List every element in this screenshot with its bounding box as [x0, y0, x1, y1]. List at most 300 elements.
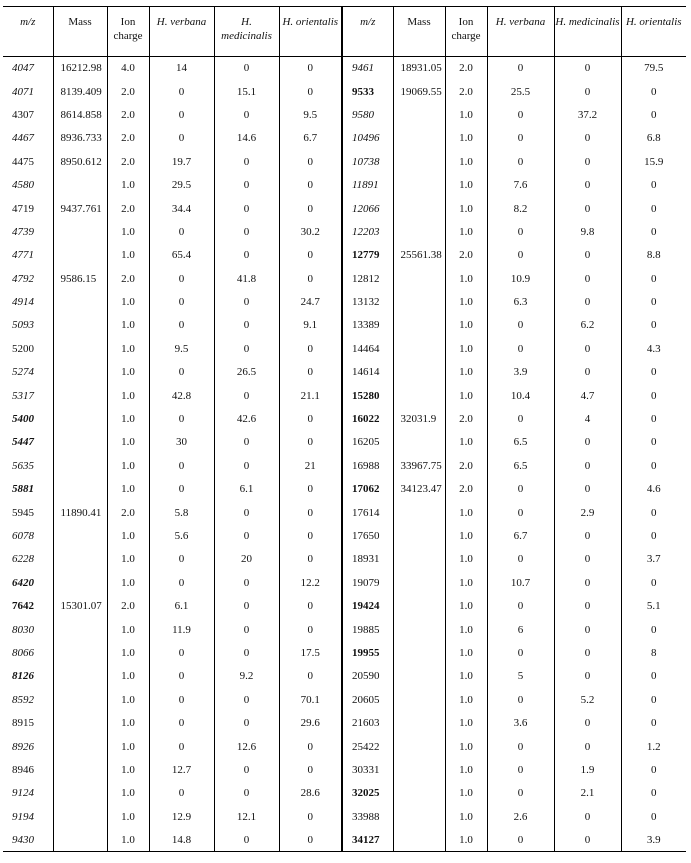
ion-charge-cell: 1.0	[445, 711, 487, 734]
h-medicinalis-cell: 0	[554, 173, 621, 196]
mz-cell: 12066	[342, 197, 393, 220]
h-verbana-cell: 0	[149, 665, 214, 688]
h-orientalis-cell: 0	[621, 501, 686, 524]
ion-charge-cell: 1.0	[445, 548, 487, 571]
table-row	[3, 478, 686, 501]
h-verbana-cell: 10.4	[487, 384, 554, 407]
h-verbana-cell: 6	[487, 618, 554, 641]
mz-cell: 19885	[342, 618, 393, 641]
mz-cell: 9580	[342, 103, 393, 126]
table-row	[3, 501, 686, 524]
ion-charge-cell: 1.0	[445, 267, 487, 290]
h-verbana-cell: 10.9	[487, 267, 554, 290]
h-medicinalis-cell: 0	[214, 103, 279, 126]
mz-cell: 10738	[342, 150, 393, 173]
h-medicinalis-cell: 0	[554, 805, 621, 828]
mass-cell: 9437.761	[53, 197, 107, 220]
mass-cell	[393, 267, 445, 290]
mz-cell: 4580	[12, 179, 34, 192]
mz-cell: 19079	[342, 571, 393, 594]
h-verbana-cell: 0	[487, 220, 554, 243]
ion-charge-cell: 1.0	[107, 407, 149, 430]
mz-cell: 5447	[12, 436, 34, 449]
mass-cell	[53, 361, 107, 384]
mz-cell: 11891	[342, 173, 393, 196]
h-orientalis-cell: 0	[621, 758, 686, 781]
ion-charge-cell: 1.0	[107, 805, 149, 828]
mass-cell: 8950.612	[53, 150, 107, 173]
h-verbana-cell: 0	[149, 641, 214, 664]
h-orientalis-cell: 0	[621, 454, 686, 477]
mz-cell: 32025	[342, 782, 393, 805]
h-verbana-cell: 6.5	[487, 431, 554, 454]
mz-cell: 4047	[12, 62, 34, 75]
h-verbana-cell: 0	[149, 127, 214, 150]
mass-cell	[53, 314, 107, 337]
h-medicinalis-cell: 0	[214, 688, 279, 711]
mz-cell: 17650	[342, 524, 393, 547]
mz-cell: 19955	[342, 641, 393, 664]
h-medicinalis-cell: 0	[214, 384, 279, 407]
mass-cell: 8614.858	[53, 103, 107, 126]
mass-cell	[53, 407, 107, 430]
ion-charge-cell: 1.0	[445, 197, 487, 220]
mass-cell	[53, 454, 107, 477]
h-orientalis-cell: 70.1	[279, 688, 342, 711]
h-medicinalis-cell: 0	[554, 478, 621, 501]
h-verbana-cell: 0	[149, 361, 214, 384]
ion-charge-cell: 1.0	[445, 314, 487, 337]
h-medicinalis-cell: 0	[554, 735, 621, 758]
table-row	[3, 431, 686, 454]
mass-cell	[53, 290, 107, 313]
ion-charge-cell: 2.0	[107, 501, 149, 524]
h-verbana-cell: 6.5	[487, 454, 554, 477]
mass-cell	[53, 431, 107, 454]
mz-cell: 7642	[12, 600, 34, 613]
h-verbana-cell: 3.6	[487, 711, 554, 734]
mass-cell	[393, 150, 445, 173]
h-verbana-cell: 0	[487, 150, 554, 173]
h-verbana-cell: 0	[149, 711, 214, 734]
h-medicinalis-cell: 0	[554, 594, 621, 617]
h-verbana-cell: 0	[149, 735, 214, 758]
h-verbana-cell: 0	[149, 80, 214, 103]
table-row	[3, 244, 686, 267]
h-orientalis-cell: 29.6	[279, 711, 342, 734]
h-verbana-cell: 0	[149, 267, 214, 290]
h-medicinalis-cell: 6.1	[214, 478, 279, 501]
h-medicinalis-cell: 0	[554, 665, 621, 688]
mass-cell	[393, 384, 445, 407]
h-medicinalis-cell: 0	[214, 431, 279, 454]
h-verbana-cell: 7.6	[487, 173, 554, 196]
h-medicinalis-cell: 1.9	[554, 758, 621, 781]
h-orientalis-cell: 0	[621, 782, 686, 805]
h-orientalis-cell: 0	[621, 407, 686, 430]
ion-charge-cell: 1.0	[107, 361, 149, 384]
mass-cell	[53, 688, 107, 711]
mass-cell	[53, 618, 107, 641]
h-orientalis-cell: 0	[621, 688, 686, 711]
ion-charge-cell: 1.0	[445, 571, 487, 594]
mass-cell	[393, 361, 445, 384]
h-medicinalis-cell: 37.2	[554, 103, 621, 126]
table-row	[3, 711, 686, 734]
table-row	[3, 127, 686, 150]
mass-cell: 25561.38	[393, 244, 445, 267]
table-row	[3, 150, 686, 173]
h-orientalis-cell: 12.2	[279, 571, 342, 594]
ion-charge-cell: 1.0	[445, 735, 487, 758]
mz-cell: 33988	[342, 805, 393, 828]
table-row	[3, 735, 686, 758]
table-row	[3, 641, 686, 664]
h-medicinalis-cell: 0	[554, 361, 621, 384]
h-orientalis-cell: 0	[621, 173, 686, 196]
ion-charge-cell: 1.0	[107, 735, 149, 758]
h-orientalis-cell: 79.5	[621, 57, 686, 80]
ion-charge-cell: 1.0	[107, 758, 149, 781]
ion-charge-cell: 2.0	[107, 80, 149, 103]
mz-cell: 21603	[342, 711, 393, 734]
h-verbana-cell: 0	[149, 314, 214, 337]
h-verbana-cell: 0	[487, 548, 554, 571]
h-orientalis-cell: 0	[621, 524, 686, 547]
mz-cell: 4467	[12, 132, 34, 145]
mz-cell: 4071	[12, 85, 34, 98]
h-orientalis-cell: 0	[621, 665, 686, 688]
mz-cell: 12203	[342, 220, 393, 243]
h-verbana-cell: 29.5	[149, 173, 214, 196]
table-row	[3, 782, 686, 805]
h-verbana-cell: 0	[149, 478, 214, 501]
header-row	[3, 7, 686, 57]
h-medicinalis-cell: 0	[554, 524, 621, 547]
h-medicinalis-cell: 12.1	[214, 805, 279, 828]
h-orientalis-cell: 21	[279, 454, 342, 477]
mz-cell: 15280	[342, 384, 393, 407]
mass-cell	[393, 431, 445, 454]
mass-cell: 8139.409	[53, 80, 107, 103]
mass-cell: 18931.05	[393, 57, 445, 80]
h-orientalis-cell: 0	[279, 150, 342, 173]
mz-cell: 5274	[12, 366, 34, 379]
ion-charge-cell: 1.0	[107, 641, 149, 664]
ion-charge-cell: 2.0	[107, 267, 149, 290]
table-row	[3, 524, 686, 547]
h-orientalis-cell: 0	[279, 548, 342, 571]
mass-cell: 19069.55	[393, 80, 445, 103]
mass-cell	[393, 501, 445, 524]
h-medicinalis-cell: 9.8	[554, 220, 621, 243]
h-medicinalis-cell: 20	[214, 548, 279, 571]
h-medicinalis-cell: 0	[214, 244, 279, 267]
mass-cell	[393, 758, 445, 781]
h-verbana-cell: 34.4	[149, 197, 214, 220]
table-row	[3, 197, 686, 220]
h-orientalis-cell: 8	[621, 641, 686, 664]
h-medicinalis-cell: 41.8	[214, 267, 279, 290]
mass-cell	[53, 524, 107, 547]
ion-charge-cell: 1.0	[445, 758, 487, 781]
h-verbana-cell: 5.8	[149, 501, 214, 524]
h-medicinalis-cell: 0	[554, 431, 621, 454]
header-ion-charge-right: Ion charge	[445, 7, 487, 57]
ion-charge-cell: 2.0	[107, 103, 149, 126]
mz-cell: 17614	[342, 501, 393, 524]
table-row	[3, 571, 686, 594]
mz-cell: 6078	[12, 530, 34, 542]
h-verbana-cell: 0	[487, 688, 554, 711]
h-orientalis-cell: 0	[279, 665, 342, 688]
ion-charge-cell: 4.0	[107, 57, 149, 80]
ion-charge-cell: 2.0	[107, 127, 149, 150]
h-medicinalis-cell: 0	[554, 641, 621, 664]
mz-cell: 5317	[12, 389, 34, 402]
ion-charge-cell: 1.0	[445, 220, 487, 243]
h-verbana-cell: 0	[149, 220, 214, 243]
h-verbana-cell: 10.7	[487, 571, 554, 594]
h-medicinalis-cell: 0	[554, 57, 621, 80]
h-orientalis-cell: 6.7	[279, 127, 342, 150]
mz-cell: 5093	[12, 319, 34, 332]
mz-cell: 4914	[12, 296, 34, 309]
mz-cell: 8030	[12, 623, 34, 636]
table-row	[3, 665, 686, 688]
mass-cell	[393, 337, 445, 360]
table-row	[3, 805, 686, 828]
table-row	[3, 314, 686, 337]
h-orientalis-cell: 0	[279, 407, 342, 430]
h-orientalis-cell: 0	[279, 618, 342, 641]
h-verbana-cell: 3.9	[487, 361, 554, 384]
h-orientalis-cell: 0	[279, 197, 342, 220]
h-verbana-cell: 5	[487, 665, 554, 688]
ion-charge-cell: 1.0	[445, 782, 487, 805]
mass-cell: 32031.9	[393, 407, 445, 430]
h-medicinalis-cell: 0	[554, 80, 621, 103]
ion-charge-cell: 1.0	[107, 665, 149, 688]
h-medicinalis-cell: 26.5	[214, 361, 279, 384]
h-orientalis-cell: 28.6	[279, 782, 342, 805]
mass-cell	[53, 244, 107, 267]
h-orientalis-cell: 0	[279, 80, 342, 103]
mass-cell	[393, 103, 445, 126]
mass-cell	[393, 173, 445, 196]
mass-cell	[393, 618, 445, 641]
h-verbana-cell: 6.3	[487, 290, 554, 313]
h-orientalis-cell: 9.5	[279, 103, 342, 126]
mz-cell: 5635	[12, 459, 34, 472]
h-medicinalis-cell: 12.6	[214, 735, 279, 758]
h-medicinalis-cell: 2.9	[554, 501, 621, 524]
mz-cell: 13132	[342, 290, 393, 313]
h-verbana-cell: 14.8	[149, 828, 214, 851]
mass-cell	[393, 688, 445, 711]
h-medicinalis-cell: 4	[554, 407, 621, 430]
mass-cell	[53, 478, 107, 501]
ion-charge-cell: 1.0	[445, 594, 487, 617]
table-row	[3, 361, 686, 384]
table-row	[3, 548, 686, 571]
mass-cell: 34123.47	[393, 478, 445, 501]
table-row	[3, 828, 686, 851]
ion-charge-cell: 2.0	[445, 454, 487, 477]
mz-cell: 5400	[12, 413, 34, 426]
h-orientalis-cell: 0	[621, 571, 686, 594]
mass-cell	[393, 641, 445, 664]
mass-spectra-table	[3, 6, 686, 852]
mz-cell: 12779	[342, 244, 393, 267]
mz-cell: 9461	[342, 57, 393, 80]
h-orientalis-cell: 0	[279, 735, 342, 758]
h-medicinalis-cell: 0	[214, 594, 279, 617]
h-medicinalis-cell: 4.7	[554, 384, 621, 407]
h-orientalis-cell: 24.7	[279, 290, 342, 313]
table-row	[3, 220, 686, 243]
h-orientalis-cell: 0	[621, 618, 686, 641]
ion-charge-cell: 1.0	[445, 173, 487, 196]
h-verbana-cell: 0	[487, 828, 554, 851]
h-medicinalis-cell: 0	[214, 290, 279, 313]
mz-cell: 8126	[12, 670, 34, 683]
h-orientalis-cell: 8.8	[621, 244, 686, 267]
h-verbana-cell: 0	[487, 782, 554, 805]
mz-cell: 16022	[342, 407, 393, 430]
mass-cell	[53, 384, 107, 407]
ion-charge-cell: 1.0	[107, 711, 149, 734]
h-orientalis-cell: 0	[621, 384, 686, 407]
h-orientalis-cell: 15.9	[621, 150, 686, 173]
mz-cell: 9533	[342, 80, 393, 103]
h-verbana-cell: 0	[149, 688, 214, 711]
table-row	[3, 384, 686, 407]
h-medicinalis-cell: 0	[554, 548, 621, 571]
h-medicinalis-cell: 0	[214, 782, 279, 805]
ion-charge-cell: 1.0	[107, 454, 149, 477]
h-medicinalis-cell: 0	[214, 220, 279, 243]
h-orientalis-cell: 0	[279, 337, 342, 360]
h-orientalis-cell: 4.3	[621, 337, 686, 360]
h-medicinalis-cell: 0	[214, 454, 279, 477]
ion-charge-cell: 2.0	[107, 197, 149, 220]
ion-charge-cell: 1.0	[107, 220, 149, 243]
h-orientalis-cell: 0	[621, 290, 686, 313]
h-orientalis-cell: 0	[279, 431, 342, 454]
mz-cell: 14614	[342, 361, 393, 384]
header-h-verbana-right: H. verbana	[487, 7, 554, 57]
h-medicinalis-cell: 0	[214, 173, 279, 196]
mz-cell: 4739	[12, 225, 34, 238]
ion-charge-cell: 1.0	[445, 641, 487, 664]
h-orientalis-cell: 0	[621, 314, 686, 337]
h-orientalis-cell: 4.6	[621, 478, 686, 501]
h-verbana-cell: 0	[149, 548, 214, 571]
h-verbana-cell: 0	[149, 454, 214, 477]
ion-charge-cell: 1.0	[445, 501, 487, 524]
h-orientalis-cell: 0	[621, 431, 686, 454]
h-verbana-cell: 5.6	[149, 524, 214, 547]
ion-charge-cell: 1.0	[107, 782, 149, 805]
mass-cell	[393, 571, 445, 594]
h-verbana-cell: 0	[149, 290, 214, 313]
mass-cell	[53, 711, 107, 734]
h-verbana-cell: 0	[149, 407, 214, 430]
table-row	[3, 57, 686, 80]
table-row	[3, 267, 686, 290]
h-medicinalis-cell: 6.2	[554, 314, 621, 337]
h-orientalis-cell: 0	[279, 267, 342, 290]
mass-cell	[53, 220, 107, 243]
h-verbana-cell: 0	[487, 407, 554, 430]
mz-cell: 25422	[342, 735, 393, 758]
header-h-medicinalis-left: H. medicinalis	[214, 7, 279, 57]
mz-cell: 6228	[12, 553, 34, 566]
h-orientalis-cell: 0	[279, 361, 342, 384]
ion-charge-cell: 1.0	[445, 828, 487, 851]
h-medicinalis-cell: 0	[214, 758, 279, 781]
mz-cell: 8592	[12, 693, 34, 706]
header-mass-right: Mass	[393, 7, 445, 57]
h-orientalis-cell: 3.9	[621, 828, 686, 851]
table-row	[3, 290, 686, 313]
mz-cell: 8926	[12, 740, 34, 753]
mass-cell	[393, 665, 445, 688]
ion-charge-cell: 1.0	[445, 103, 487, 126]
mass-cell	[393, 314, 445, 337]
ion-charge-cell: 1.0	[107, 478, 149, 501]
h-verbana-cell: 42.8	[149, 384, 214, 407]
table-row	[3, 454, 686, 477]
h-orientalis-cell: 17.5	[279, 641, 342, 664]
header-mass-left: Mass	[53, 7, 107, 57]
mass-cell	[53, 665, 107, 688]
h-medicinalis-cell: 0	[214, 571, 279, 594]
h-orientalis-cell: 0	[621, 197, 686, 220]
ion-charge-cell: 1.0	[107, 384, 149, 407]
mz-cell: 19424	[342, 594, 393, 617]
h-verbana-cell: 12.9	[149, 805, 214, 828]
mass-cell	[393, 290, 445, 313]
mass-cell	[393, 828, 445, 851]
ion-charge-cell: 2.0	[445, 244, 487, 267]
h-medicinalis-cell: 0	[554, 711, 621, 734]
mz-cell: 20605	[342, 688, 393, 711]
mz-cell: 5945	[12, 506, 34, 519]
h-medicinalis-cell: 0	[554, 618, 621, 641]
mz-cell: 10496	[342, 127, 393, 150]
h-medicinalis-cell: 0	[554, 244, 621, 267]
mz-cell: 4719	[12, 202, 34, 215]
ion-charge-cell: 1.0	[107, 337, 149, 360]
h-orientalis-cell: 0	[279, 501, 342, 524]
h-verbana-cell: 0	[149, 103, 214, 126]
ion-charge-cell: 1.0	[445, 665, 487, 688]
h-verbana-cell: 0	[487, 758, 554, 781]
h-medicinalis-cell: 2.1	[554, 782, 621, 805]
h-orientalis-cell: 9.1	[279, 314, 342, 337]
ion-charge-cell: 1.0	[107, 524, 149, 547]
mz-cell: 14464	[342, 337, 393, 360]
mass-cell	[393, 127, 445, 150]
h-orientalis-cell: 0	[279, 173, 342, 196]
h-orientalis-cell: 5.1	[621, 594, 686, 617]
h-verbana-cell: 0	[487, 641, 554, 664]
ion-charge-cell: 1.0	[445, 805, 487, 828]
h-medicinalis-cell: 0	[554, 150, 621, 173]
h-verbana-cell: 0	[487, 594, 554, 617]
